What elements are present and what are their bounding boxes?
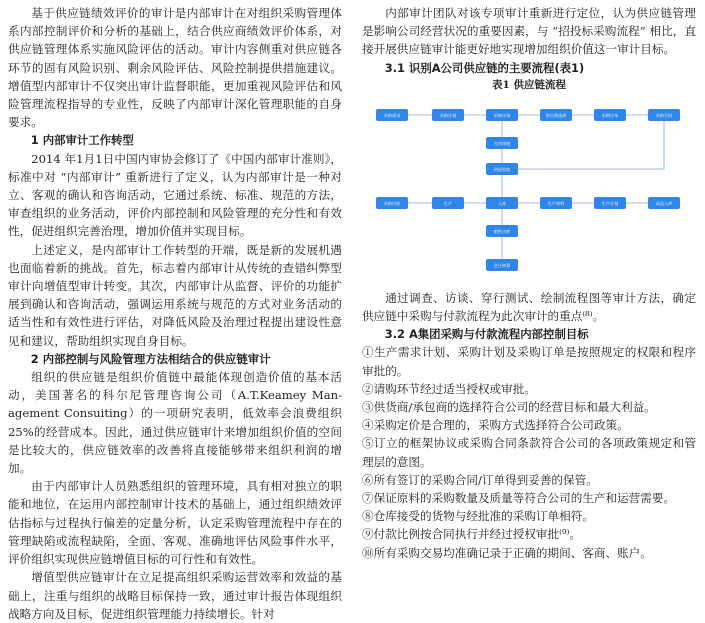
flowchart-node-label: 采购计划 (439, 112, 457, 118)
flowchart-node-label: 生产计划 (601, 200, 619, 206)
paragraph: 上述定义，是内部审计工作转型的开端，既是新的发展机遇也面临着新的挑战。首先，标志着内部审计从传统的查错纠弊型审计向增值型审计转变。其次，内部审计从监督、评价的功能扩展到确认和咨询活动，强调运用系统与规范的方式对业务活动的适当性和有效性进行评估，对降低风险及治理过程提出建设性意见和建议，帮助组织实现自身目标。 (8, 242, 342, 348)
flowchart-node (432, 109, 464, 121)
section-heading: 2 内部控制与风险管理方法相结合的供应链审计 (30, 351, 271, 366)
control-objective-item: ②请购环节经过适当授权或审批。 (362, 381, 536, 396)
left-column (8, 4, 342, 623)
flowchart-node (486, 225, 518, 237)
supply-chain-flowchart (362, 97, 696, 287)
flowchart-node (540, 197, 572, 209)
right-column (362, 4, 696, 562)
control-objective-item: ①生产需求计划、采购计划及采购订单是按照规定的权限和程序审批的。 (362, 345, 696, 378)
subsection-heading: 3.1 识别A公司供应链的主要流程(表1) (384, 60, 585, 75)
paragraph: 由于内部审计人员熟悉组织的管理环境，具有相对独立的职能和地位，在运用内部控制审计技术的基础上，通过组织绩效评估指标与过程执行偏差的定量分析，认定采购管理流程中存在的管理缺陷或流程缺陷，全面、客观、准确地评估风险事件水平，评价组织实现供应链增值目标的可行性和有效性。 (8, 479, 342, 567)
control-objective-item: ⑧仓库接受的货物与经批准的采购订单相符。 (362, 509, 594, 524)
flowchart-node-label: 到货验收 (493, 166, 511, 172)
flowchart-node-label: 采购申请 (493, 112, 511, 118)
flowchart-node (594, 109, 626, 121)
flowchart-node-label: 成品入库 (655, 200, 673, 206)
control-objective-item: ⑨付款比例按合同执行并经过授权审批⁽⁹⁾。 (362, 527, 582, 542)
control-objective-item: ④采购定价是合理的，采购方式选择符合公司政策。 (362, 418, 629, 433)
paragraph: 通过调查、访谈、穿行测试、绘制流程图等审计方法，确定供应链中采购与付款流程为此次审计的重点⁽⁸⁾。 (362, 290, 696, 324)
control-objective-item: ⑥所有签订的采购合同/订单得到妥善的保管。 (362, 472, 598, 487)
flowchart-node (540, 109, 572, 121)
control-objective-item: ⑤订立的框架协议或采购合同条款符合公司的各项政策规定和管理层的意图。 (362, 436, 696, 469)
flowchart-node (648, 197, 680, 209)
control-objectives-list (362, 343, 696, 561)
flowchart-node-label: 采购订单 (601, 112, 619, 118)
flowchart-svg (362, 97, 696, 287)
flowchart-node (594, 197, 626, 209)
flowchart-node (648, 109, 680, 121)
control-objective-item: ⑦保证原料的采购数量及质量等符合公司的生产和运营需要。 (362, 491, 676, 506)
flowchart-node-label: 生产 (443, 200, 453, 206)
paragraph: 2014 年1月1日中国内审协会修订了《中国内部审计准则》，标准中对 “内部审计” 重新进行了定义，认为内部审计是一种对立、客观的确认和咨询活动，它通过系统、标准、规范的方法，审查组织的业务活动，评价内部控制和风险管理的充分性和有效性，促进组织完善治理，增加价值并实现目标。 (8, 151, 342, 239)
flowchart-node (486, 197, 518, 209)
paragraph: 增值型供应链审计在立足提高组织采购运营效率和效益的基础上，注重与组织的战略目标保持一致，通过审计报告体现组织战略方向及目标，促进组织管理能力持续增长。针对 (8, 570, 342, 621)
flowchart-node (486, 109, 518, 121)
flowchart-node (486, 163, 518, 175)
flowchart-node-label: 采购合同 (655, 112, 673, 118)
paragraph: 基于供应链绩效评价的审计是内部审计在对组织采购管理体系内部控制评价和分析的基础上，结合供应商绩效评价体系，对供应链管理体系实施风险评估的活动。审计内容侧重对供应链各环节的固有风险识别、剩余风险评估、风险控制提供措施建议。增值型内部审计不仅突出审计监督职能，更加重视风险评估和风险管理流程指导的专业性，反映了内部审计深化管理职能的自身要求。 (8, 6, 342, 130)
control-objective-item: ⑩所有采购交易均准确记录于正确的期间、客商、账户。 (362, 545, 652, 560)
flowchart-connector (502, 115, 664, 169)
table-caption: 表1 供应链流程 (492, 78, 566, 91)
paragraph: 组织的供应链是组织价值链中最能体现创造价值的基本活动，美国著名的科尔尼管理咨询公司（A.T.Keamey Man-agement Consuiting）的一项研究表明，低效率会浪费组织25%的经营成本。因此，通过供应链审计来增加组织价值的空间是比较大的，供应链效率的改善将直接能够带来组织利润的增加。 (8, 370, 342, 476)
flowchart-node (486, 137, 518, 149)
flowchart-node-label: 供应商选择 (545, 112, 567, 118)
control-objective-item: ③供货商/承包商的选择符合公司的经营目标和最大利益。 (362, 400, 656, 415)
paragraph: 内部审计团队对该专项审计重新进行定位，认为供应链管理是影响公司经营状况的重要因素，与 “招投标采购流程” 相比，直接开展供应链审计能更好地实现增加组织价值这一审计目标。 (362, 6, 696, 57)
flowchart-node-label: 生产领料 (547, 200, 565, 206)
flowchart-node (376, 109, 408, 121)
flowchart-node-label: 采购付款 (383, 200, 401, 206)
flowchart-node-label: 入库 (497, 200, 507, 206)
flowchart-node (486, 259, 518, 271)
flowchart-node-label: 合同审批 (493, 140, 511, 146)
flowchart-node (432, 197, 464, 209)
subsection-heading: 3.2 A集团采购与付款流程内部控制目标 (384, 327, 589, 342)
flowchart-node-label: 销售出库 (493, 228, 511, 234)
flowchart-node-label: 采购需求 (383, 112, 401, 118)
flowchart-node-label: 会计核算 (493, 262, 511, 268)
flowchart-node (376, 197, 408, 209)
section-heading: 1 内部审计工作转型 (30, 133, 134, 148)
